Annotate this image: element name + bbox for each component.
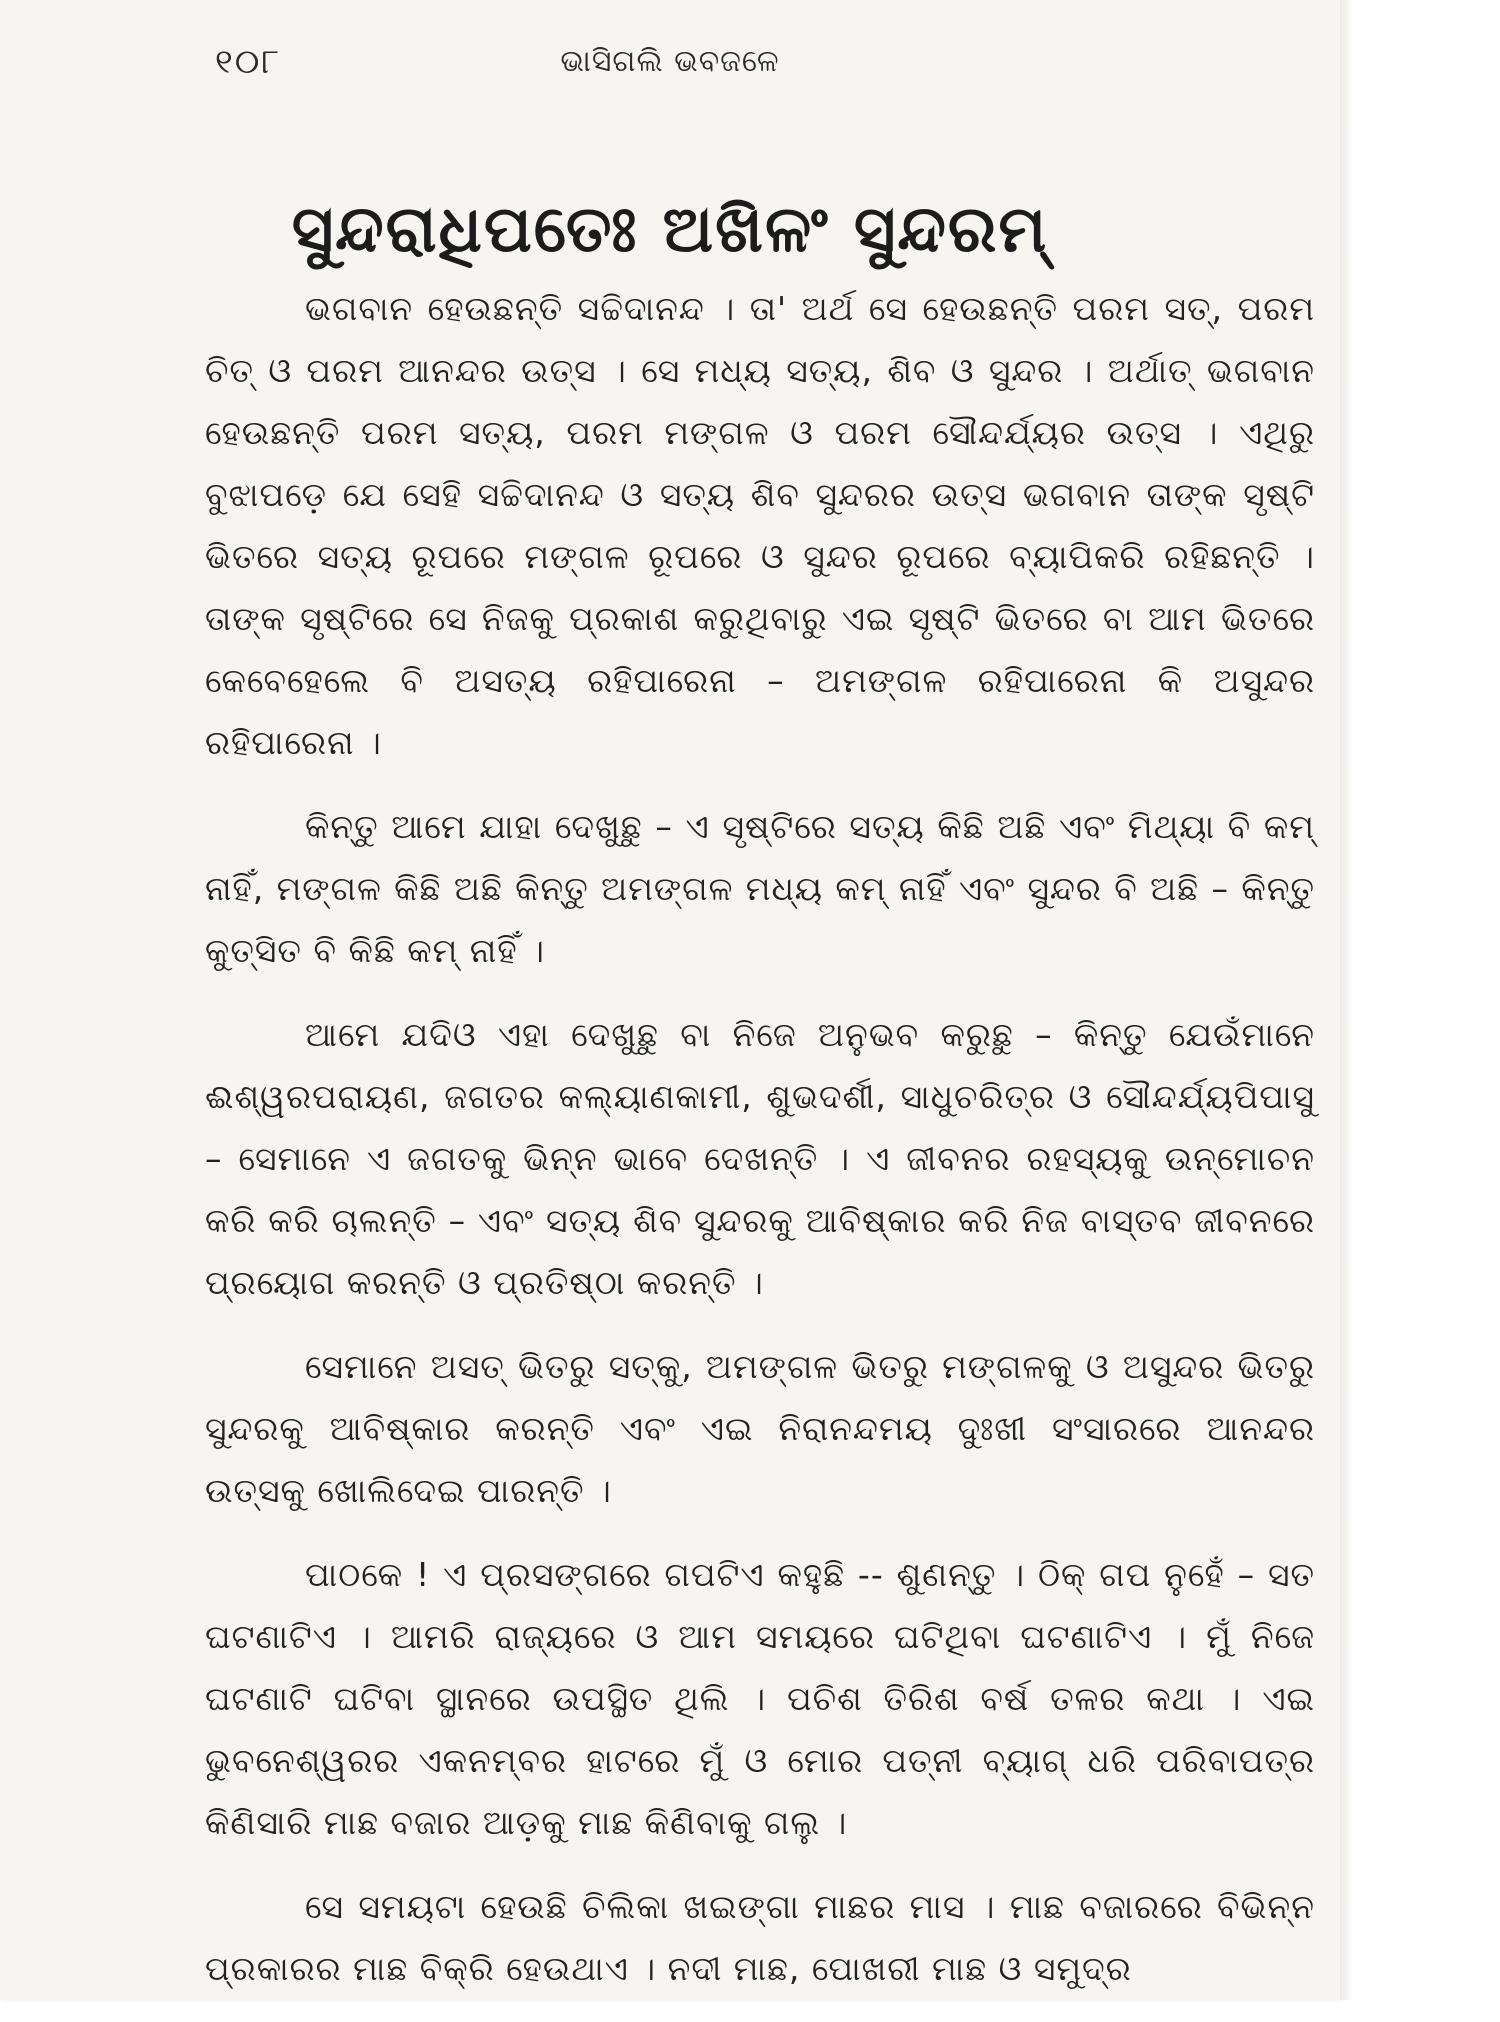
paragraph: ସେ ସମୟଟା ହେଉଛି ଚିଲିକା ଖଇଙ୍ଗା ମାଛର ମାସ । ମାଛ ବଜାରରେ ବିଭିନ୍ନ ପ୍ରକାରର ମାଛ ବିକ୍ରି ହେଉଥାଏ । ନଦୀ ମାଛ, ପୋଖରୀ ମାଛ ଓ ସମୁଦ୍ର	[205, 1887, 1315, 1988]
page-edge	[1340, 0, 1352, 2000]
paragraph: ସେମାନେ ଅସତ୍ ଭିତରୁ ସତ୍‌କୁ, ଅମଙ୍ଗଳ ଭିତରୁ ମଙ୍ଗଳକୁ ଓ ଅସୁନ୍ଦର ଭିତରୁ ସୁନ୍ଦରକୁ ଆବିଷ୍କାର କରନ୍ତି ଏବଂ ଏଇ ନିରାନନ୍ଦମୟ ଦୁଃଖୀ ସଂସାରରେ ଆନନ୍ଦର ଉତ୍ସକୁ ଖୋଲିଦେଇ ପାରନ୍ତି ।	[205, 1347, 1315, 1510]
page-header	[0, 42, 1340, 92]
paragraph: ଭଗବାନ ହେଉଛନ୍ତି ସଚ୍ଚିଦାନନ୍ଦ । ତା' ଅର୍ଥ ସେ ହେଉଛନ୍ତି ପରମ ସତ୍, ପରମ ଚିତ୍ ଓ ପରମ ଆନନ୍ଦର ଉତ୍ସ । ସେ ମଧ୍ୟ ସତ୍ୟ, ଶିବ ଓ ସୁନ୍ଦର । ଅର୍ଥାତ୍ ଭଗବାନ ହେଉଛନ୍ତି ପରମ ସତ୍ୟ, ପରମ ମଙ୍ଗଳ ଓ ପରମ ସୌନ୍ଦର୍ଯ୍ୟର ଉତ୍ସ । ଏଥିରୁ ବୁଝାପଡ଼େ ଯେ ସେହି ସଚ୍ଚିଦାନନ୍ଦ ଓ ସତ୍ୟ ଶିବ ସୁନ୍ଦରର ଉତ୍ସ ଭଗବାନ ତାଙ୍କ ସୃଷ୍ଟି ଭିତରେ ସତ୍ୟ ରୂପରେ ମଙ୍ଗଳ ରୂପରେ ଓ ସୁନ୍ଦର ରୂପରେ ବ୍ୟାପିକରି ରହିଛନ୍ତି । ତାଙ୍କ ସୃଷ୍ଟିରେ ସେ ନିଜକୁ ପ୍ରକାଶ କରୁଥିବାରୁ ଏଇ ସୃଷ୍ଟି ଭିତରେ ବା ଆମ ଭିତରେ କେବେହେଲେ ବି ଅସତ୍ୟ ରହିପାରେନା – ଅମଙ୍ଗଳ ରହିପାରେନା କି ଅସୁନ୍ଦର ରହିପାରେନା ।	[205, 289, 1315, 762]
running-head: ଭାସିଗଲି ଭବଜଳେ	[560, 44, 780, 79]
paragraph: କିନ୍ତୁ ଆମେ ଯାହା ଦେଖୁଛୁ – ଏ ସୃଷ୍ଟିରେ ସତ୍ୟ କିଛି ଅଛି ଏବଂ ମିଥ୍ୟା ବି କମ୍ ନାହିଁ, ମଙ୍ଗଳ କିଛି ଅଛି କିନ୍ତୁ ଅମଙ୍ଗଳ ମଧ୍ୟ କମ୍ ନାହିଁ ଏବଂ ସୁନ୍ଦର ବି ଅଛି – କିନ୍ତୁ କୁତ୍ସିତ ବି କିଛି କମ୍ ନାହିଁ ।	[205, 807, 1315, 970]
paragraph: ପାଠକେ ! ଏ ପ୍ରସଙ୍ଗରେ ଗପଟିଏ କହୁଛି -- ଶୁଣନ୍ତୁ । ଠିକ୍ ଗପ ନୁହେଁ – ସତ ଘଟଣାଟିଏ । ଆମରି ରାଜ୍ୟରେ ଓ ଆମ ସମୟରେ ଘଟିଥିବା ଘଟଣାଟିଏ । ମୁଁ ନିଜେ ଘଟଣାଟି ଘଟିବା ସ୍ଥାନରେ ଉପସ୍ଥିତ ଥିଲି । ପଚିଶ ତିରିଶ ବର୍ଷ ତଳର କଥା । ଏଇ ଭୁବନେଶ୍ୱରର ଏକନମ୍ବର ହାଟରେ ମୁଁ ଓ ମୋର ପତ୍ନୀ ବ୍ୟାଗ୍ ଧରି ପରିବାପତ୍ର କିଣିସାରି ମାଛ ବଜାର ଆଡ଼କୁ ମାଛ କିଣିବାକୁ ଗଲୁ ।	[205, 1555, 1315, 1842]
paragraph: ଆମେ ଯଦିଓ ଏହା ଦେଖୁଛୁ ବା ନିଜେ ଅନୁଭବ କରୁଛୁ – କିନ୍ତୁ ଯେଉଁମାନେ ଈଶ୍ୱରପରାୟଣ, ଜଗତର କଲ୍ୟାଣକାମୀ, ଶୁଭଦର୍ଶୀ, ସାଧୁଚରିତ୍ର ଓ ସୌନ୍ଦର୍ଯ୍ୟପିପାସୁ – ସେମାନେ ଏ ଜଗତକୁ ଭିନ୍ନ ଭାବେ ଦେଖନ୍ତି । ଏ ଜୀବନର ରହସ୍ୟକୁ ଉନ୍ମୋଚନ କରି କରି ଚାଲନ୍ତି – ଏବଂ ସତ୍ୟ ଶିବ ସୁନ୍ଦରକୁ ଆବିଷ୍କାର କରି ନିଜ ବାସ୍ତବ ଜୀବନରେ ପ୍ରୟୋଗ କରନ୍ତି ଓ ପ୍ରତିଷ୍ଠା କରନ୍ତି ।	[205, 1015, 1315, 1302]
page-number: ୧୦୮	[215, 42, 282, 82]
body-text	[205, 278, 1315, 2022]
chapter-title: ସୁନ୍ଦରାଧିପତେଃ ଅଖିଳଂ ସୁନ୍ଦରମ୍	[291, 192, 1049, 267]
